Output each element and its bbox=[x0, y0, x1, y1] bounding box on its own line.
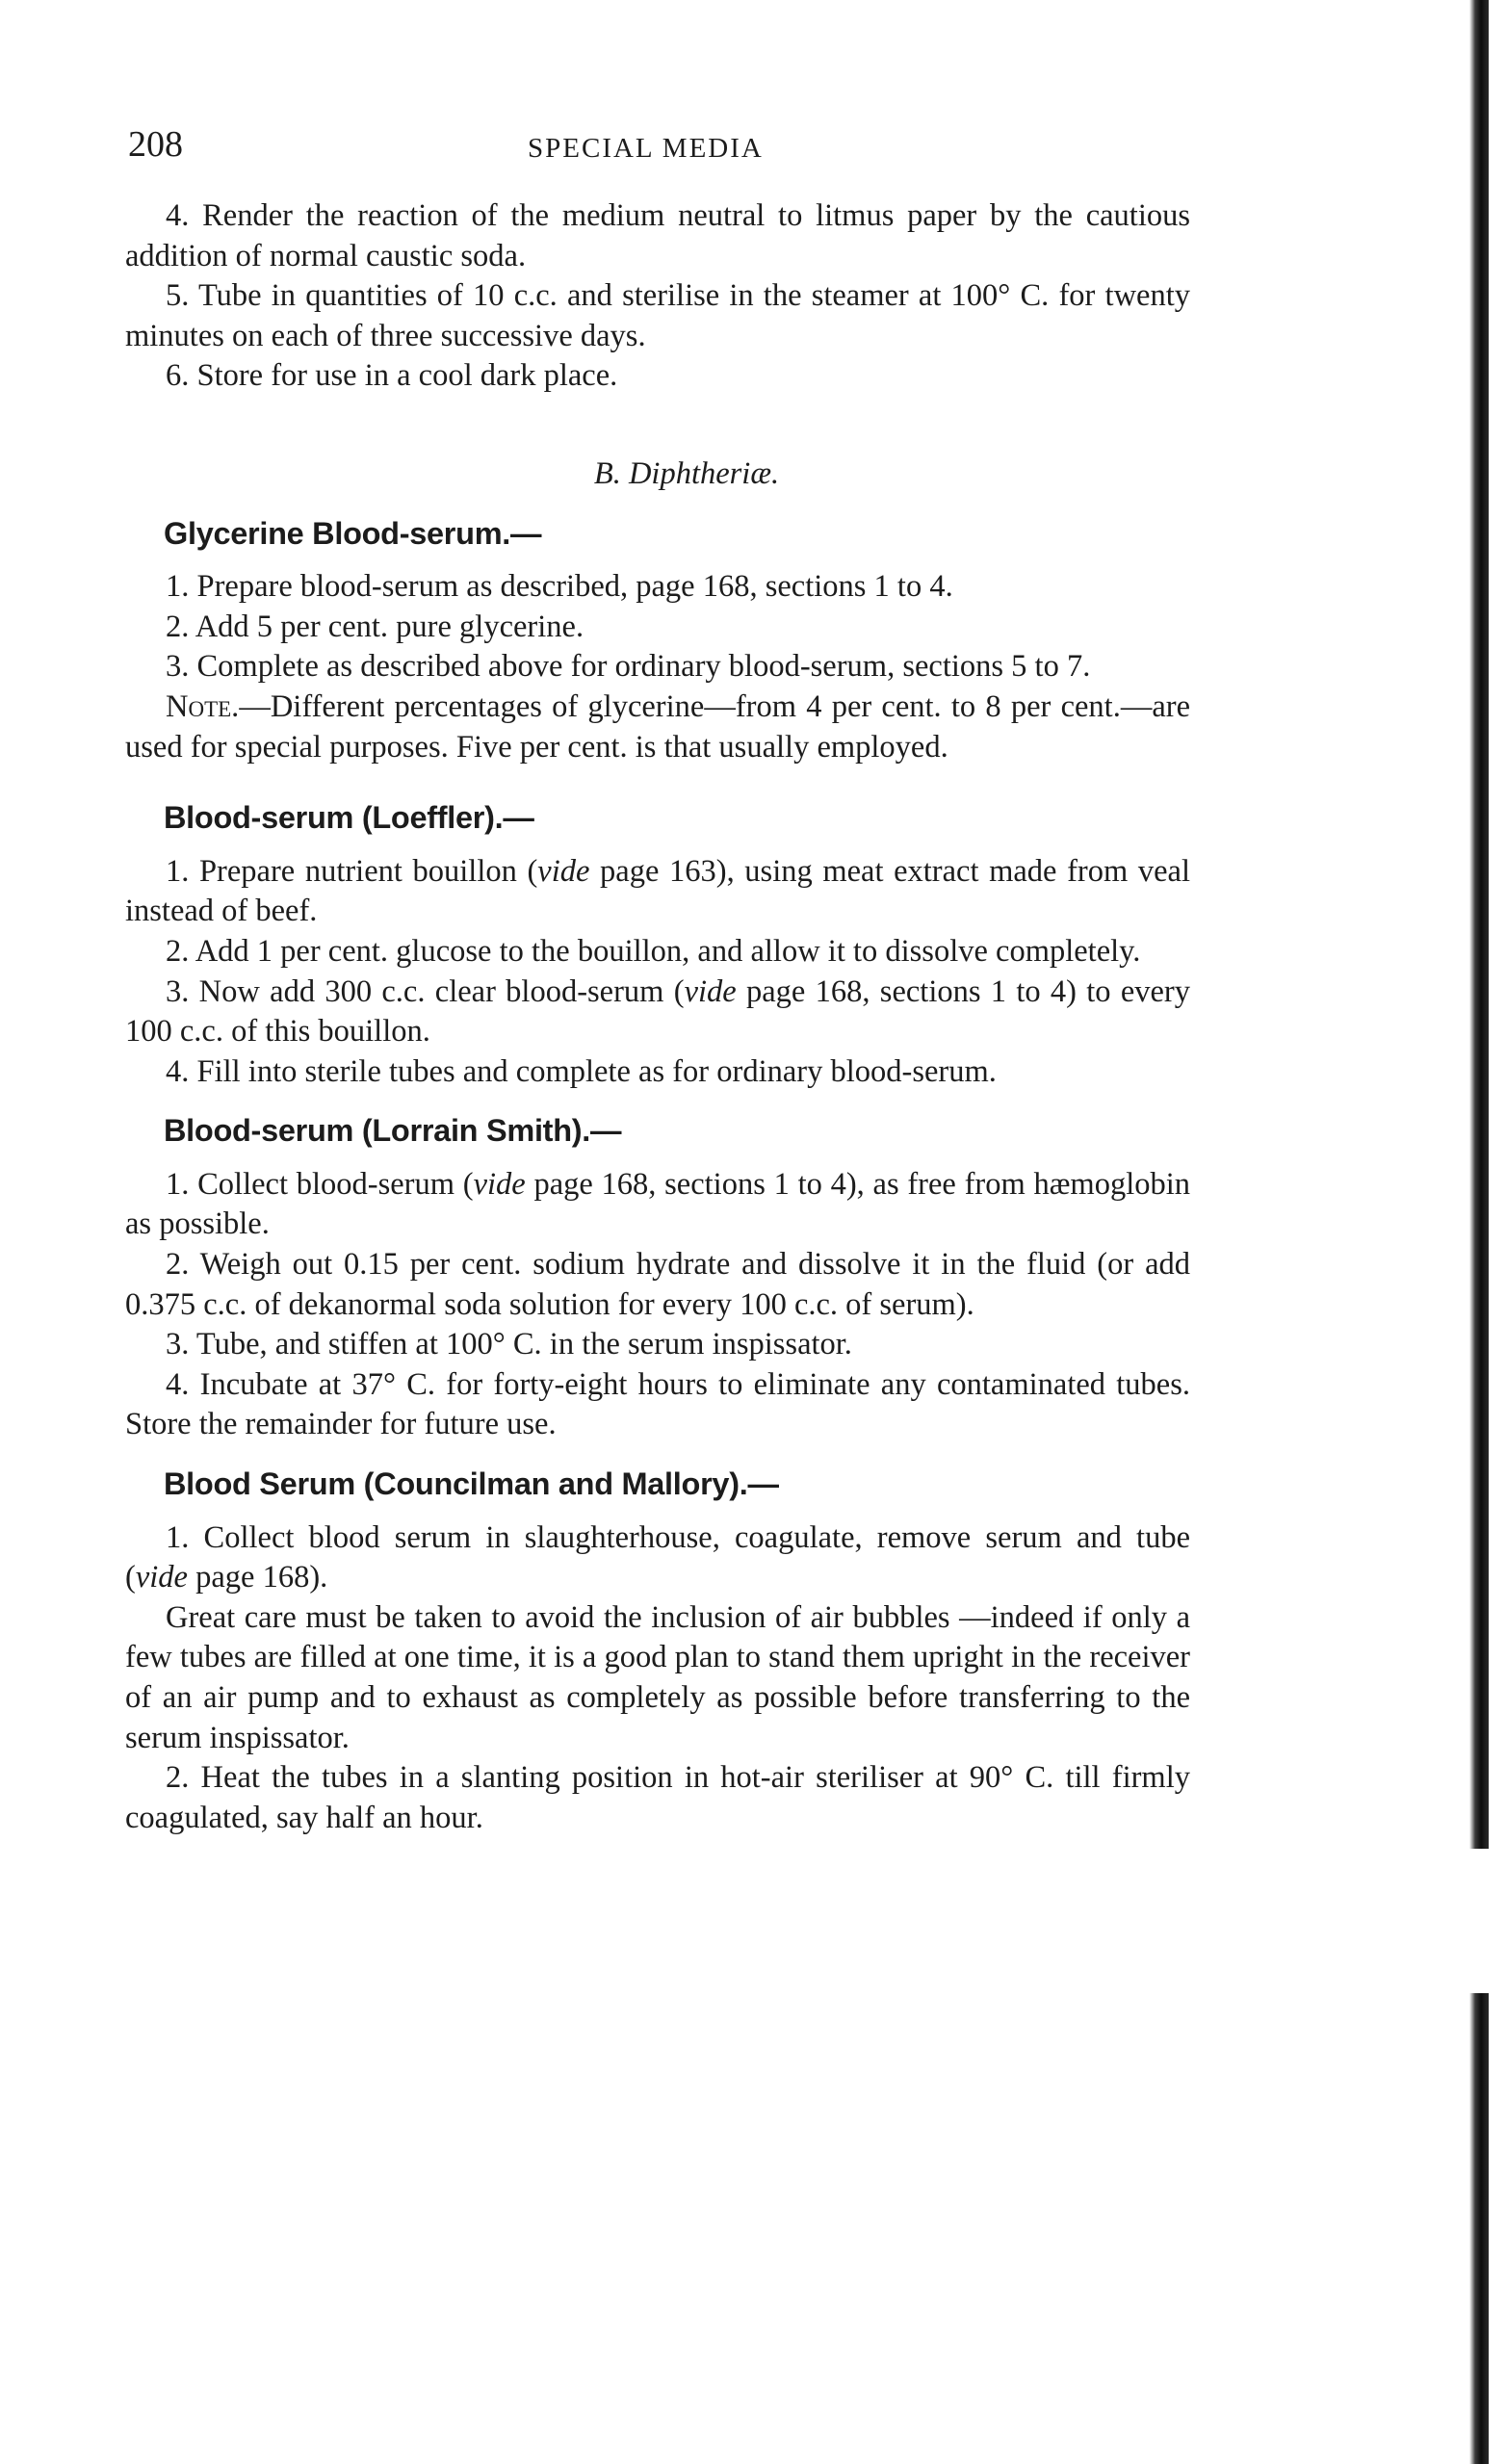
note-text: —Different percentages of glycerine—from 4 per cent. to 8 per cent.—are used for special purposes. Five per cent. is that usually employed. bbox=[125, 688, 1190, 765]
list-item: 2. Add 1 per cent. glucose to the bouillon, and allow it to dissolve completely. bbox=[166, 933, 1141, 969]
list-item: 1. Collect blood-serum (vide page 168, sections 1 to 4), as free from hæmoglobin as possible. bbox=[125, 1166, 1190, 1242]
section-heading-councilman-mallory: Blood Serum (Councilman and Mallory).— bbox=[164, 1466, 779, 1502]
page-body bbox=[125, 196, 1190, 1838]
page-edge-gap bbox=[1469, 1849, 1489, 1993]
section-heading-lorrain-smith: Blood-serum (Lorrain Smith).— bbox=[164, 1113, 622, 1149]
list-item: 3. Complete as described above for ordinary blood-serum, sections 5 to 7. bbox=[166, 649, 1091, 685]
paragraph: 4. Render the reaction of the medium neutral to litmus paper by the cautious addition of normal caustic soda. bbox=[125, 198, 1190, 273]
list-item: 4. Fill into sterile tubes and complete as for ordinary blood-serum. bbox=[166, 1053, 997, 1089]
list-item: 1. Prepare blood-serum as described, page 168, sections 1 to 4. bbox=[166, 569, 953, 605]
paragraph: 6. Store for use in a cool dark place. bbox=[166, 358, 618, 394]
section-heading-glycerine: Glycerine Blood-serum.— bbox=[164, 515, 542, 551]
scanned-page-edge bbox=[1469, 0, 1489, 2464]
list-item: 2. Heat the tubes in a slanting position in hot-air steriliser at 90° C. till firmly coagulated, say half an hour. bbox=[125, 1760, 1190, 1835]
list-item: 4. Incubate at 37° C. for forty-eight hours to eliminate any contaminated tubes. Store the remainder for future use. bbox=[125, 1366, 1190, 1442]
note-paragraph bbox=[125, 687, 1190, 767]
page-number: 208 bbox=[128, 124, 183, 165]
list-item: 3. Tube, and stiffen at 100° C. in the serum inspissator. bbox=[166, 1327, 852, 1362]
list-item: 2. Weigh out 0.15 per cent. sodium hydrate and dissolve it in the fluid (or add 0.375 c.c. of dekanormal soda solution for every 100 c.c. of serum). bbox=[125, 1247, 1190, 1322]
list-item: 1. Collect blood serum in slaughterhouse, coagulate, remove serum and tube (vide page 168). bbox=[125, 1519, 1190, 1595]
list-item: 1. Prepare nutrient bouillon (vide page 163), using meat extract made from veal instead of beef. bbox=[125, 853, 1190, 929]
paragraph: Great care must be taken to avoid the inclusion of air bubbles —indeed if only a few tubes are filled at one time, it is a good plan to stand them upright in the receiver of an air pump and to exhaust as completely as possible before transferring to the serum inspissator. bbox=[125, 1599, 1190, 1755]
subsection-title: B. Diphtheriæ. bbox=[593, 455, 780, 491]
note-label: Note. bbox=[166, 688, 240, 724]
running-head: SPECIAL MEDIA bbox=[528, 133, 764, 164]
paragraph: 5. Tube in quantities of 10 c.c. and sterilise in the steamer at 100° C. for twenty minutes on each of three successive days. bbox=[125, 278, 1190, 353]
list-item: 3. Now add 300 c.c. clear blood-serum (vide page 168, sections 1 to 4) to every 100 c.c. of this bouillon. bbox=[125, 973, 1190, 1050]
list-item: 2. Add 5 per cent. pure glycerine. bbox=[166, 609, 584, 644]
section-heading-loeffler: Blood-serum (Loeffler).— bbox=[164, 800, 534, 836]
